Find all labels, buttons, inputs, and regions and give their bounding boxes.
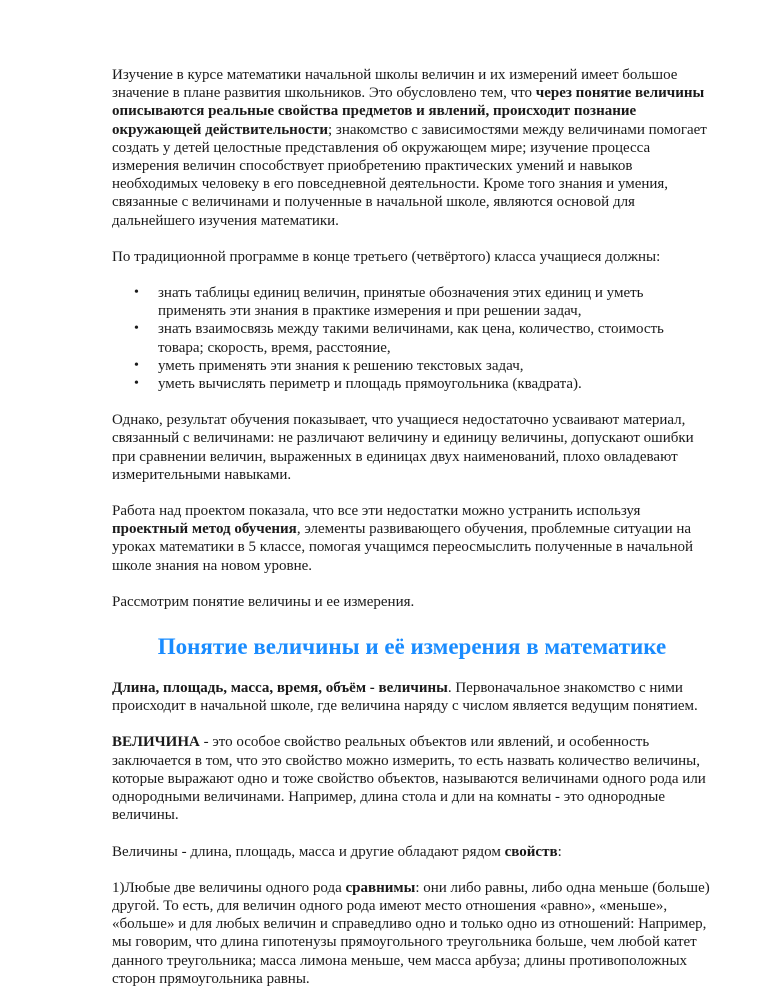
properties-lead-text: Величины - длина, площадь, масса и другие обладают рядом — [112, 843, 505, 860]
bullet-icon: • — [134, 357, 139, 373]
property-1-text-start: 1)Любые две величины одного рода — [112, 879, 346, 896]
quantities-intro-paragraph — [112, 679, 712, 715]
properties-colon: : — [557, 843, 562, 860]
property-1-text-end: : они либо равны, либо одна меньше (больше) другой. То есть, для величин одного рода имеют место отношения «равно», «меньше», «больше» и для любых величин и справедливо одно и только одно из отношений: Например, мы говорим, что длина гипотенузы прямоугольного треугольника больше, чем любой катет данного треугольника; масса лимона меньше, чем масса арбуза; длины противоположных сторон прямоугольника равны. — [112, 879, 710, 987]
consider-paragraph: Рассмотрим понятие величины и ее измерения. — [112, 593, 415, 610]
document-page — [112, 66, 712, 1006]
quantities-intro-text: . Первоначальное знакомство с ними происходит в начальной школе, где величина наряду с числом является ведущим понятием. — [112, 680, 698, 715]
bullet-icon: • — [134, 285, 139, 301]
quantity-term: ВЕЛИЧИНА — [112, 734, 200, 751]
program-requirements-lead: По традиционной программе в конце третьего (четвёртого) класса учащиеся должны: — [112, 248, 661, 265]
list-item — [112, 357, 712, 375]
section-heading: Понятие величины и её измерения в математике — [157, 634, 667, 660]
properties-lead-paragraph — [112, 843, 712, 861]
bullet-icon: • — [134, 376, 139, 392]
intro-paragraph — [112, 66, 712, 230]
list-item-text: знать таблицы единиц величин, принятые обозначения этих единиц и уметь применять эти знания в практике измерения и при решении задач, — [158, 285, 644, 320]
quantity-definition-text: - это особое свойство реальных объектов или явлений, и особенность заключается в том, что это свойство можно измерить, то есть назвать количество величины, которые выражают одно и тоже свойство объектов, называются величинами одного рода или однородными величинами. Например, длина стола и дли на комнаты - это однородные величины. — [112, 734, 706, 824]
requirements-list — [112, 284, 712, 393]
bullet-icon: • — [134, 321, 139, 337]
list-item — [112, 320, 712, 356]
property-1-paragraph — [112, 879, 712, 988]
list-item-text: уметь применять эти знания к решению текстовых задач, — [158, 357, 524, 374]
list-item-text: знать взаимосвязь между такими величинами, как цена, количество, стоимость товара; скорость, время, расстояние, — [158, 321, 664, 356]
project-text-end: , элементы развивающего обучения, проблемные ситуации на уроках математики в 5 классе, помогая учащимся переосмыслить полученные в начальной школе знания на новом уровне. — [112, 521, 694, 574]
project-method-term: проектный метод обучения — [112, 521, 297, 538]
project-text-start: Работа над проектом показала, что все эти недостатки можно устранить используя — [112, 503, 641, 520]
properties-term: свойств — [504, 843, 558, 860]
quantities-list-term: Длина, площадь, масса, время, объём - величины — [112, 680, 448, 697]
learning-problems-paragraph: Однако, результат обучения показывает, что учащиеся недостаточно усваивают материал, связанный с величинами: не различают величину и единицу величины, допускают ошибки при сравнении величин, выраженных в единицах двух наименований, плохо овладевают измерительными навыками. — [112, 412, 694, 483]
comparable-term: сравнимы — [345, 879, 416, 896]
intro-text-end: ; знакомство с зависимостями между величинами помогает создать у детей целостные представления об окружающем мире; изучение процесса измерения величин способствует приобретению практических умений и навыков необходимых человеку в его повседневной деятельности. Кроме того знания и умения, связанные с величинами и полученные в начальной школе, являются основой для дальнейшего изучения математики. — [112, 121, 707, 229]
list-item — [112, 375, 712, 393]
intro-text-start: Изучение в курсе математики начальной школы величин и их измерений имеет большое значение в плане развития школьников. Это обусловлено тем, что — [112, 67, 678, 102]
quantity-definition-paragraph — [112, 733, 712, 824]
intro-bold-statement: через понятие величины описываются реальные свойства предметов и явлений, происходит познание окружающей действительности — [112, 85, 705, 138]
list-item — [112, 284, 712, 320]
project-method-paragraph — [112, 502, 712, 575]
list-item-text: уметь вычислять периметр и площадь прямоугольника (квадрата). — [158, 376, 582, 393]
